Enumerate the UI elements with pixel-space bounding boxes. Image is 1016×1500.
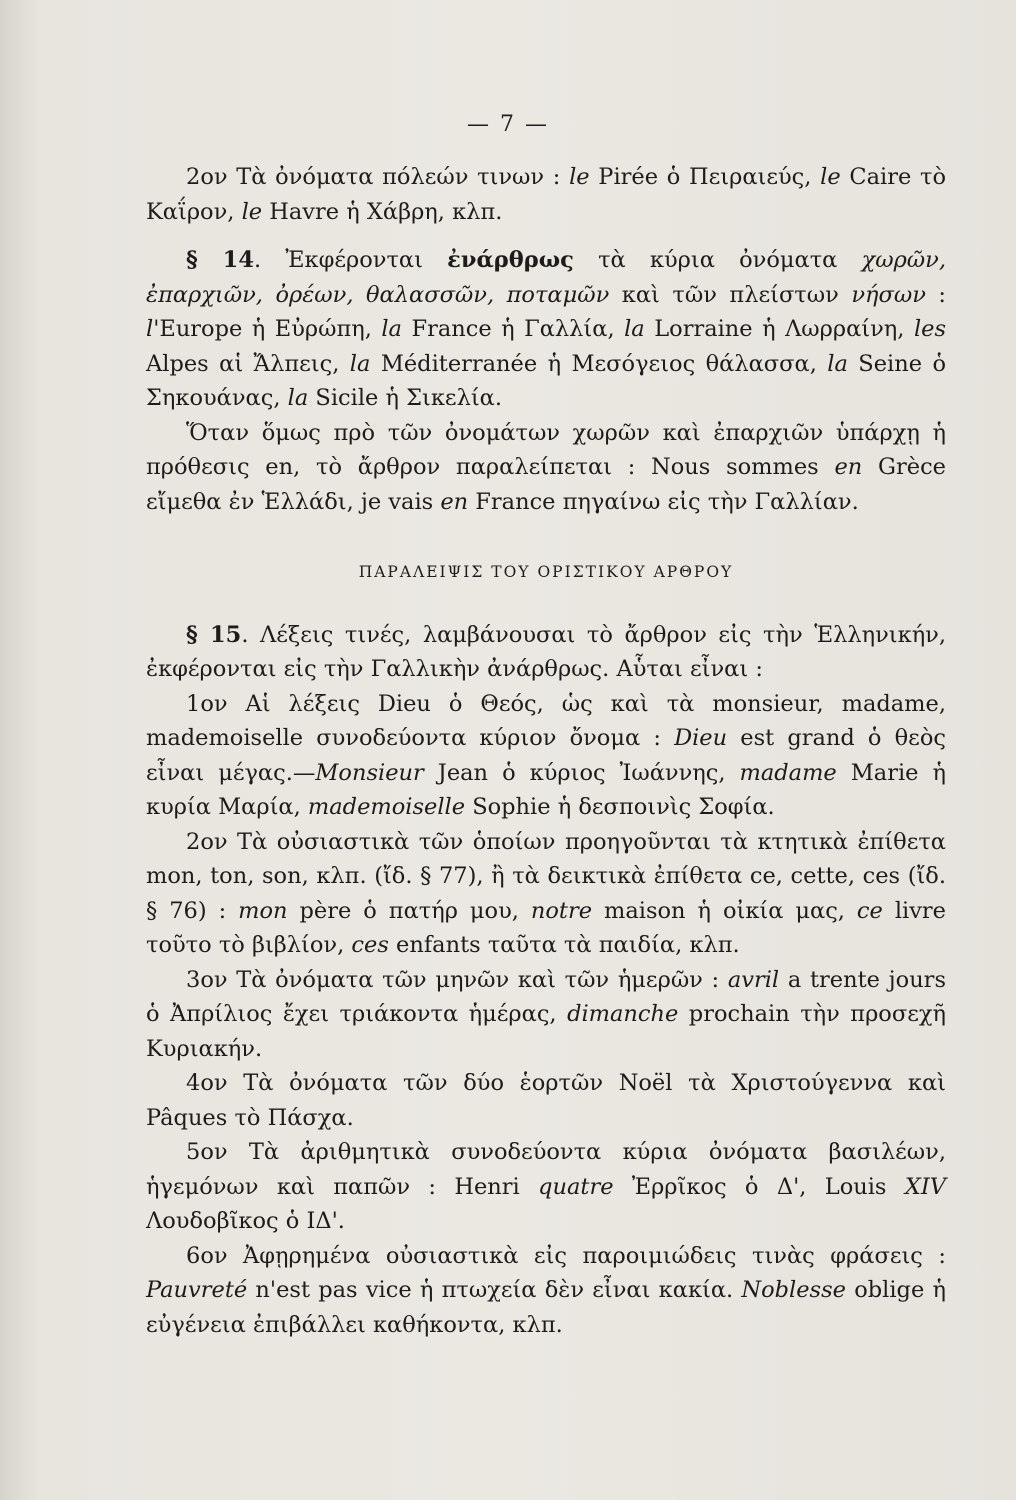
section-heading: ΠΑΡΑΛΕΙΨΙΣ ΤΟΥ ΟΡΙΣΤΙΚΟΥ ΑΡΘΡΟΥ	[358, 563, 734, 581]
page-body	[146, 160, 946, 1342]
section-number: § 14	[186, 247, 254, 273]
section-number: § 15	[186, 621, 242, 648]
list-item-6: 6ον Ἀφῃρημένα οὐσιαστικὰ εἰς παροιμιώδεις τινὰς φράσεις : Pauvreté n'est pas vice ἡ πτωχεία δὲν εἶναι κακία. Noblesse oblige ἡ εὐγένεια ἐπιβάλλει καθήκοντα, κλπ.	[146, 1242, 946, 1338]
list-item-4: 4ον Τὰ ὀνόματα τῶν δύο ἑορτῶν Noël τὰ Χριστούγεννα καὶ Pâques τὸ Πάσχα.	[146, 1070, 946, 1131]
paragraph-city-names: 2ον Τὰ ὀνόματα πόλεών τινων : le Pirée ὁ Πειραιεύς, le Caire τὸ Καΐρον, le Havre ἡ Χάβρη, κλπ.	[146, 164, 946, 225]
page-number: — 7 —	[467, 112, 549, 137]
section-14: § 14. Ἐκφέρονται ἐνάρθρως τὰ κύρια ὀνόματα χωρῶν, ἐπαρχιῶν, ὀρέων, θαλασσῶν, ποταμῶν καὶ τῶν πλείστων νήσων : l'Europe ἡ Εὐρώπη, la France ἡ Γαλλία, la Lorraine ἡ Λωρραίνη, les Alpes αἱ Ἄλπεις, la Méditerranée ἡ Μεσόγειος θάλασσα, la Seine ὁ Σηκουάνας, la Sicile ἡ Σικελία.	[146, 247, 947, 411]
list-item-5: 5ον Τὰ ἀριθμητικὰ συνοδεύοντα κύρια ὀνόματα βασιλέων, ἡγεμόνων καὶ παπῶν : Henri quatre Ἐρρῖκος ὁ Δ', Louis XIV Λουδοβῖκος ὁ ΙΔ'.	[146, 1139, 946, 1234]
list-item-1: 1ον Αἱ λέξεις Dieu ὁ Θεός, ὡς καὶ τὰ monsieur, madame, mademoiselle συνοδεύοντα κύριον ὄνομα : Dieu est grand ὁ θεὸς εἶναι μέγας.—Monsieur Jean ὁ κύριος Ἰωάννης, madame Marie ἡ κυρία Μαρία, mademoiselle Sophie ἡ δεσποινὶς Σοφία.	[146, 690, 946, 820]
section-15: § 15. Λέξεις τινές, λαμβάνουσαι τὸ ἄρθρον εἰς τὴν Ἑλληνικήν, ἐκφέρονται εἰς τὴν Γαλλικὴν ἀνάρθρως. Αὗται εἶναι :	[146, 621, 946, 682]
list-item-3: 3ον Τὰ ὀνόματα τῶν μηνῶν καὶ τῶν ἡμερῶν : avril a trente jours ὁ Ἀπρίλιος ἔχει τριάκοντα ἡμέρας, dimanche prochain τὴν προσεχῆ Κυριακήν.	[146, 966, 946, 1062]
paragraph-preposition-en: Ὅταν ὅμως πρὸ τῶν ὀνομάτων χωρῶν καὶ ἐπαρχιῶν ὑπάρχῃ ἡ πρόθεσις en, τὸ ἄρθρον παραλείπεται : Nous sommes en Grèce εἴμεθα ἐν Ἑλλάδι, je vais en France πηγαίνω εἰς τὴν Γαλλίαν.	[146, 419, 946, 515]
list-item-2: 2ον Τὰ οὐσιαστικὰ τῶν ὁποίων προηγοῦνται τὰ κτητικὰ ἐπίθετα mon, ton, son, κλπ. (ἴδ. § 77), ἢ τὰ δεικτικὰ ἐπίθετα ce, cette, ces (ἴδ. § 76) : mon père ὁ πατήρ μου, notre maison ἡ οἰκία μας, ce livre τοῦτο τὸ βιβλίον, ces enfants ταῦτα τὰ παιδία, κλπ.	[146, 828, 946, 958]
